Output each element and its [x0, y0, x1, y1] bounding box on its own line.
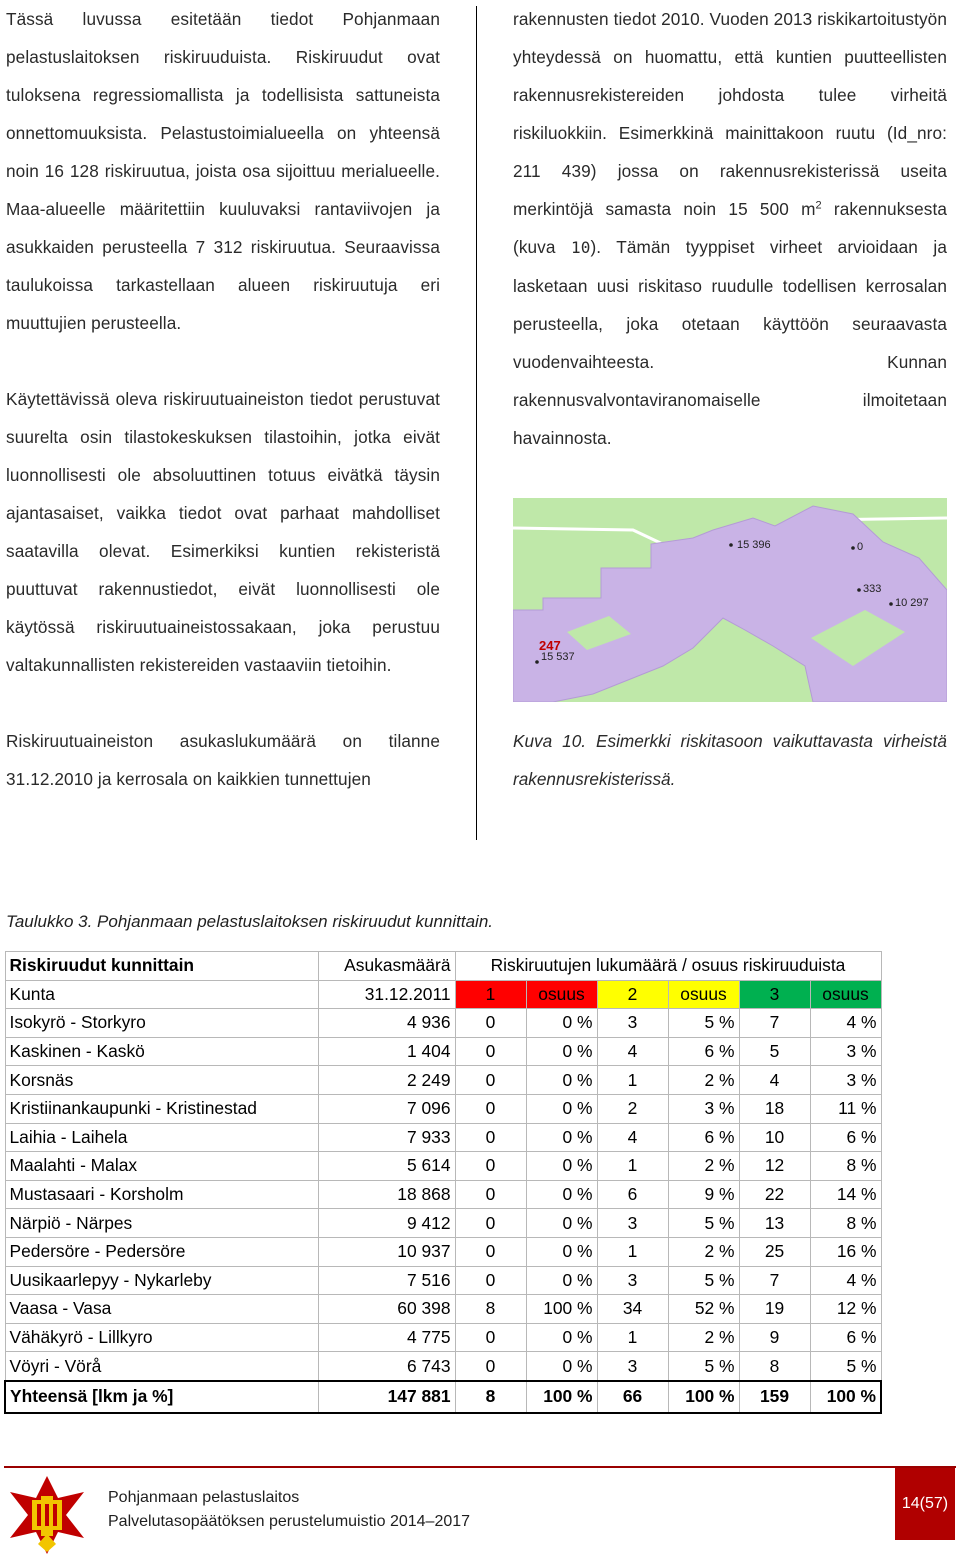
table-cell: 0: [455, 1123, 526, 1152]
table-cell: 12 %: [810, 1295, 881, 1324]
table-cell: 18 868: [318, 1180, 455, 1209]
table-row: [5, 1094, 881, 1123]
table-cell: 6 %: [810, 1123, 881, 1152]
table-row: [5, 1295, 881, 1324]
table-cell: Mustasaari - Korsholm: [5, 1180, 318, 1209]
table-cell: 0 %: [526, 1152, 597, 1181]
table-cell: 0 %: [526, 1266, 597, 1295]
table-cell: 18: [739, 1094, 810, 1123]
table-cell: 7 933: [318, 1123, 455, 1152]
table-cell: 8 %: [810, 1152, 881, 1181]
table-cell: 0: [455, 1237, 526, 1266]
table-cell: 7: [739, 1266, 810, 1295]
table-row: [5, 1352, 881, 1381]
table-subheader-row: [5, 980, 881, 1009]
table-cell: 12: [739, 1152, 810, 1181]
rescue-department-logo-icon: [6, 1474, 88, 1556]
paragraph-intro: Tässä luvussa esitetään tiedot Pohjanmaan pelastuslaitoksen riskiruuduista. Riskiruudut ovat tuloksena regressiomallista ja todellisista sattuneista onnettomuuksista. Pelastustoimialueella on yhteensä noin 16 128 riskiruutua, joista osa sijoittuu merialueelle. Maa-alueelle määritettiin kuuluvaksi rantaviivojen ja asukkaiden perusteella 7 312 riskiruutua. Seuraavissa taulukoissa tarkastellaan alueen riskiruutuja eri muuttujien perusteella.: [6, 9, 440, 333]
level-2-header: 2: [597, 980, 668, 1009]
footer-organization: Pohjanmaan pelastuslaitos: [108, 1489, 300, 1506]
table-cell: 4: [597, 1037, 668, 1066]
table-cell: 4: [597, 1123, 668, 1152]
table-cell: 0: [455, 1066, 526, 1095]
table-cell: 7: [739, 1009, 810, 1038]
table-cell: 0 %: [526, 1180, 597, 1209]
table-cell: Pedersöre - Pedersöre: [5, 1237, 318, 1266]
table-cell: 11 %: [810, 1094, 881, 1123]
table-cell: 22: [739, 1180, 810, 1209]
table-cell: 0: [455, 1266, 526, 1295]
table-cell: Isokyrö - Storkyro: [5, 1009, 318, 1038]
table-cell: 1: [597, 1152, 668, 1181]
table-cell: 2 %: [668, 1323, 739, 1352]
table-cell: 60 398: [318, 1295, 455, 1324]
table-cell: Vaasa - Vasa: [5, 1295, 318, 1324]
table-cell: 14 %: [810, 1180, 881, 1209]
table-row: [5, 1266, 881, 1295]
map-label: 333: [863, 583, 882, 595]
table-cell: 3: [597, 1209, 668, 1238]
table-cell: 9 %: [668, 1180, 739, 1209]
paragraph-data-sources: Käytettävissä oleva riskiruutuaineiston tiedot perustuvat suurelta osin tilastokeskuksen tilastoihin, jotka eivät luonnollisesti ole absoluuttinen totuus eivätkä täysin ajantasaiset, vaikka tiedot ovat parhaat mahdolliset saatavilla olevat. Esimerkiksi kuntien rekisteristä puuttuvat rakennustiedot, eivät luonnollisesti ole käytössä riskiruutuaineistossakaan, joka perustuu valtakunnallisten rekistereiden vastaaviin tietoihin.: [6, 389, 440, 675]
map-figure: [513, 498, 947, 702]
map-point: [729, 543, 733, 547]
table-header-cell: Riskiruutujen lukumäärä / osuus riskiruuduista: [455, 952, 881, 981]
footer-rule: [4, 1466, 956, 1468]
paragraph-population: Riskiruutuaineiston asukaslukumäärä on tilanne 31.12.2010 ja kerrosala on kaikkien tunnettujen: [6, 731, 440, 789]
table-cell: 0: [455, 1323, 526, 1352]
table-caption: Taulukko 3. Pohjanmaan pelastuslaitoksen riskiruudut kunnittain.: [6, 912, 493, 931]
table-cell: 100 %: [526, 1381, 597, 1413]
page-number: 14(57): [895, 1468, 955, 1540]
table-cell: 0 %: [526, 1323, 597, 1352]
table-cell: 4 936: [318, 1009, 455, 1038]
level-1-share-header: osuus: [526, 980, 597, 1009]
table-cell: 5: [739, 1037, 810, 1066]
table-cell: 1: [597, 1066, 668, 1095]
table-cell: 2 249: [318, 1066, 455, 1095]
risk-table: [4, 951, 882, 1414]
table-cell: 1: [597, 1237, 668, 1266]
table-cell: 5 %: [668, 1266, 739, 1295]
table-row: [5, 1066, 881, 1095]
footer-document-title: Palvelutasopäätöksen perustelumuistio 2014–2017: [108, 1513, 471, 1530]
table-cell: 0 %: [526, 1209, 597, 1238]
table-cell: 3: [597, 1009, 668, 1038]
table-cell: 8 %: [810, 1209, 881, 1238]
table-cell: 3 %: [668, 1094, 739, 1123]
table-cell: Kristiinankaupunki - Kristinestad: [5, 1094, 318, 1123]
table-cell: 6 %: [810, 1323, 881, 1352]
table-cell: 10 937: [318, 1237, 455, 1266]
text-before-sup: rakennusten tiedot 2010. Vuoden 2013 riskikartoitustyön yhteydessä on huomattu, että kuntien puutteellisten rakennusrekistereiden johdosta tulee virheitä riskiluokkiin. Esimerkkinä mainittakoon ruutu (Id_nro: 211 439) jossa on rakennusrekisterissä useita merkintöjä samasta noin 15 500 m: [513, 9, 947, 219]
table-header-row: [5, 952, 881, 981]
table-cell: 0 %: [526, 1009, 597, 1038]
table-cell: 1: [597, 1323, 668, 1352]
table-cell: 5 %: [668, 1009, 739, 1038]
table-cell: 13: [739, 1209, 810, 1238]
text-mid: rakennuksesta (kuva: [513, 199, 947, 257]
table-cell: 8: [739, 1352, 810, 1381]
table-cell: 0: [455, 1152, 526, 1181]
level-3-share-header: osuus: [810, 980, 881, 1009]
table-cell: 1 404: [318, 1037, 455, 1066]
table-row: [5, 1209, 881, 1238]
table-cell: 66: [597, 1381, 668, 1413]
table-cell: 9: [739, 1323, 810, 1352]
table-cell: 2: [597, 1094, 668, 1123]
table-cell: 5 %: [810, 1352, 881, 1381]
table-cell: 0: [455, 1209, 526, 1238]
table-cell: 0: [455, 1037, 526, 1066]
table-cell: 8: [455, 1295, 526, 1324]
table-cell: 4 %: [810, 1009, 881, 1038]
table-cell: 3: [597, 1352, 668, 1381]
table-cell: 6 %: [668, 1037, 739, 1066]
table-cell: Vöyri - Vörå: [5, 1352, 318, 1381]
table-cell: 4: [739, 1066, 810, 1095]
table-cell: 16 %: [810, 1237, 881, 1266]
table-cell: Kaskinen - Kaskö: [5, 1037, 318, 1066]
level-3-header: 3: [739, 980, 810, 1009]
table-total-row: [5, 1381, 881, 1413]
right-column: [513, 0, 947, 457]
table-cell: 9 412: [318, 1209, 455, 1238]
paragraph-registry-errors: [513, 0, 947, 457]
figure-reference[interactable]: 10: [570, 238, 591, 257]
table-cell: 6 743: [318, 1352, 455, 1381]
table-cell: 7 096: [318, 1094, 455, 1123]
table-row: [5, 1180, 881, 1209]
map-label: 15 537: [541, 651, 575, 663]
map-label: 10 297: [895, 597, 929, 609]
table-cell: 10: [739, 1123, 810, 1152]
table-header-cell: 31.12.2011: [318, 980, 455, 1009]
table-cell: 100 %: [810, 1381, 881, 1413]
figure-caption: Kuva 10. Esimerkki riskitasoon vaikuttavasta virheistä rakennusrekisterissä.: [513, 731, 947, 789]
map-point: [857, 588, 861, 592]
table-cell: 0: [455, 1009, 526, 1038]
table-cell: 8: [455, 1381, 526, 1413]
table-cell: 147 881: [318, 1381, 455, 1413]
table-cell: 3 %: [810, 1066, 881, 1095]
table-cell: 0 %: [526, 1123, 597, 1152]
table-row: [5, 1323, 881, 1352]
map-point: [889, 602, 893, 606]
column-divider: [476, 6, 477, 840]
table-cell: 0 %: [526, 1352, 597, 1381]
table-body: [5, 1009, 881, 1381]
table-cell: 3 %: [810, 1037, 881, 1066]
table-cell: 2 %: [668, 1066, 739, 1095]
table-cell: 2 %: [668, 1152, 739, 1181]
table-cell: Yhteensä [lkm ja %]: [5, 1381, 318, 1413]
map-point: [535, 660, 539, 664]
table-cell: 0 %: [526, 1094, 597, 1123]
table-cell: 100 %: [668, 1381, 739, 1413]
table-row: [5, 1152, 881, 1181]
table-cell: 25: [739, 1237, 810, 1266]
table-cell: 100 %: [526, 1295, 597, 1324]
table-cell: 5 %: [668, 1352, 739, 1381]
table-cell: 2 %: [668, 1237, 739, 1266]
table-cell: 7 516: [318, 1266, 455, 1295]
table-cell: 0 %: [526, 1066, 597, 1095]
map-label: 247: [539, 638, 561, 653]
table-cell: 5 %: [668, 1209, 739, 1238]
table-cell: 34: [597, 1295, 668, 1324]
table-cell: 0: [455, 1180, 526, 1209]
table-cell: 0 %: [526, 1037, 597, 1066]
table-cell: Maalahti - Malax: [5, 1152, 318, 1181]
level-2-share-header: osuus: [668, 980, 739, 1009]
table-cell: 0: [455, 1094, 526, 1123]
table-cell: Korsnäs: [5, 1066, 318, 1095]
table-cell: Uusikaarlepyy - Nykarleby: [5, 1266, 318, 1295]
table-cell: 5 614: [318, 1152, 455, 1181]
table-header-cell: Riskiruudut kunnittain: [5, 952, 318, 981]
superscript: 2: [815, 199, 822, 212]
table-row: [5, 1009, 881, 1038]
level-1-header: 1: [455, 980, 526, 1009]
table-cell: Laihia - Laihela: [5, 1123, 318, 1152]
table-cell: 19: [739, 1295, 810, 1324]
table-cell: 6: [597, 1180, 668, 1209]
map-label: 15 396: [737, 539, 771, 551]
table-cell: Vähäkyrö - Lillkyro: [5, 1323, 318, 1352]
table-cell: 4 %: [810, 1266, 881, 1295]
table-header-cell: Kunta: [5, 980, 318, 1009]
map-label: 0: [857, 541, 864, 553]
table-cell: 0 %: [526, 1237, 597, 1266]
table-cell: 0: [455, 1352, 526, 1381]
table-cell: 4 775: [318, 1323, 455, 1352]
text-after: ). Tämän tyyppiset virheet arvioidaan ja lasketaan uusi riskitaso ruudulle todellisen kerrosalan perusteella, joka otetaan käyttöön seuraavasta vuodenvaihteesta. Kunnan rakennusvalvontaviranomaiselle ilmoitetaan havainnosta.: [513, 237, 947, 448]
table-row: [5, 1237, 881, 1266]
table-row: [5, 1037, 881, 1066]
table-cell: Närpiö - Närpes: [5, 1209, 318, 1238]
table-header-cell: Asukasmäärä: [318, 952, 455, 981]
table-cell: 52 %: [668, 1295, 739, 1324]
table-cell: 159: [739, 1381, 810, 1413]
table-row: [5, 1123, 881, 1152]
map-point: [851, 546, 855, 550]
table-cell: 3: [597, 1266, 668, 1295]
left-column: [6, 0, 440, 798]
table-cell: 6 %: [668, 1123, 739, 1152]
